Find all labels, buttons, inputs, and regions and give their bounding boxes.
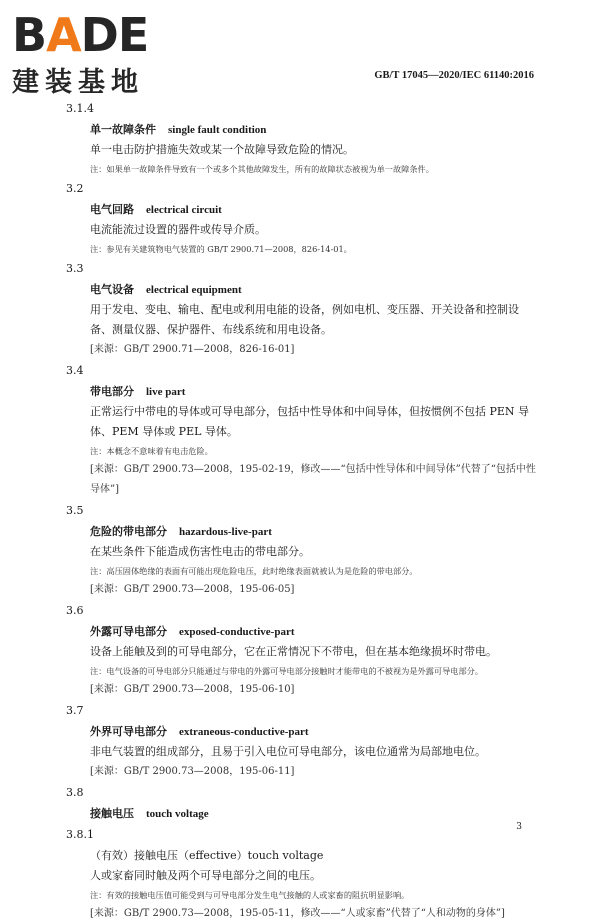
bade-logo	[12, 6, 182, 98]
logo-subtitle: 建装基地	[12, 67, 144, 98]
term-en: extraneous-conductive-part	[179, 726, 309, 738]
term-en: hazardous-live-part	[179, 526, 272, 538]
entry-3-5	[66, 500, 536, 600]
entry-source: [来源：GB/T 2900.73—2008，195-05-11，修改——“人或家畜”代替了“人和动物的身体”]	[90, 908, 505, 919]
term-en: electrical circuit	[146, 204, 222, 216]
entry-3-8	[66, 782, 536, 824]
entry-definition: 设备上能触及到的可导电部分，它在正常情况下不带电，但在基本绝缘损坏时带电。	[90, 645, 497, 658]
entry-3-7	[66, 700, 536, 782]
entry-source: [来源：GB/T 2900.71—2008，826-16-01]	[90, 344, 295, 355]
entry-note: 注：如果单一故障条件导致有一个或多个其他故障发生，所有的故障状态被视为单一故障条件。	[90, 164, 434, 174]
entry-source: [来源：GB/T 2900.73—2008，195-06-11]	[90, 766, 295, 777]
entry-definition: 单一电击防护措施失效或某一个故障导致危险的情况。	[90, 143, 354, 156]
entry-number: 3.6	[66, 604, 84, 617]
term-zh: 电气回路	[90, 203, 134, 216]
entry-3-8-1	[66, 824, 536, 924]
entry-number: 3.7	[66, 704, 84, 717]
entry-definition: 非电气装置的组成部分，且易于引入电位可导电部分，该电位通常为局部地电位。	[90, 745, 486, 758]
term-en: single fault condition	[168, 124, 267, 136]
entry-number: 3.1.4	[66, 102, 94, 115]
document-body	[66, 98, 536, 924]
entry-note: 注：电气设备的可导电部分只能通过与带电的外露可导电部分接触时才能带电的不被视为是外露可导电部分。	[90, 666, 484, 676]
term-en: live part	[146, 386, 186, 398]
term-zh: 外露可导电部分	[90, 625, 167, 638]
page-number: 3	[516, 822, 522, 832]
entry-3-4	[66, 360, 536, 500]
term-zh: 危险的带电部分	[90, 525, 167, 538]
entry-source: [来源：GB/T 2900.73—2008，195-06-10]	[90, 684, 295, 695]
entry-definition: 电流能流过设置的器件或传导介质。	[90, 223, 266, 236]
entry-3-6	[66, 600, 536, 700]
entry-term	[90, 200, 536, 220]
logo-wordmark	[12, 6, 182, 62]
entry-note: 注：有效的接触电压值可能受到与可导电部分发生电气接触的人或家畜的阻抗明显影响。	[90, 890, 410, 900]
term-en: exposed-conductive-part	[179, 626, 295, 638]
entry-note: 注：参见有关建筑物电气装置的 GB/T 2900.71—2008，826-14-01。	[90, 244, 352, 254]
entry-3-2	[66, 178, 536, 258]
entry-term	[90, 280, 536, 300]
entry-term	[90, 382, 536, 402]
logo-letter-e: E	[117, 8, 149, 62]
entry-number: 3.3	[66, 262, 84, 275]
term-zh: 单一故障条件	[90, 123, 156, 136]
entry-definition: 在某些条件下能造成伤害性电击的带电部分。	[90, 545, 310, 558]
entry-number: 3.8	[66, 786, 84, 799]
entry-definition: 人或家畜同时触及两个可导电部分之间的电压。	[90, 869, 321, 882]
entry-number: 3.4	[66, 364, 84, 377]
logo-letter-d: D	[80, 8, 118, 62]
entry-note: 注：本概念不意味着有电击危险。	[90, 446, 213, 456]
entry-3-3	[66, 258, 536, 360]
entry-note: 注：高压固体绝缘的表面有可能出现危险电压，此时绝缘表面就被认为是危险的带电部分。	[90, 566, 418, 576]
entry-definition: 用于发电、变电、输电、配电或利用电能的设备，例如电机、变压器、开关设备和控制设备、测量仪器、保护器件、布线系统和用电设备。	[90, 303, 519, 336]
entry-term-line: （有效）接触电压（effective）touch voltage	[90, 849, 324, 862]
term-en: touch voltage	[146, 808, 209, 820]
term-zh: 带电部分	[90, 385, 134, 398]
term-en: electrical equipment	[146, 284, 242, 296]
entry-term	[90, 804, 536, 824]
entry-source: [来源：GB/T 2900.73—2008，195-06-05]	[90, 584, 295, 595]
entry-term	[90, 622, 536, 642]
entry-number: 3.2	[66, 182, 84, 195]
entry-source: [来源：GB/T 2900.73—2008，195-02-19，修改——“包括中性导体和中间导体”代替了“包括中性导体”]	[90, 464, 536, 495]
entry-definition: 正常运行中带电的导体或可导电部分，包括中性导体和中间导体，但按惯例不包括 PEN 导体、PEM 导体或 PEL 导体。	[90, 405, 530, 438]
term-zh: 接触电压	[90, 807, 134, 820]
standard-code: GB/T 17045—2020/IEC 61140:2016	[374, 70, 534, 81]
term-zh: 电气设备	[90, 283, 134, 296]
logo-letter-b: B	[12, 8, 47, 62]
logo-letter-a: A	[46, 8, 81, 62]
entry-term	[90, 120, 536, 140]
entry-number: 3.5	[66, 504, 84, 517]
entry-term	[90, 522, 536, 542]
entry-term	[90, 722, 536, 742]
term-zh: 外界可导电部分	[90, 725, 167, 738]
entry-number: 3.8.1	[66, 828, 94, 841]
entry-3-1-4	[66, 98, 536, 178]
